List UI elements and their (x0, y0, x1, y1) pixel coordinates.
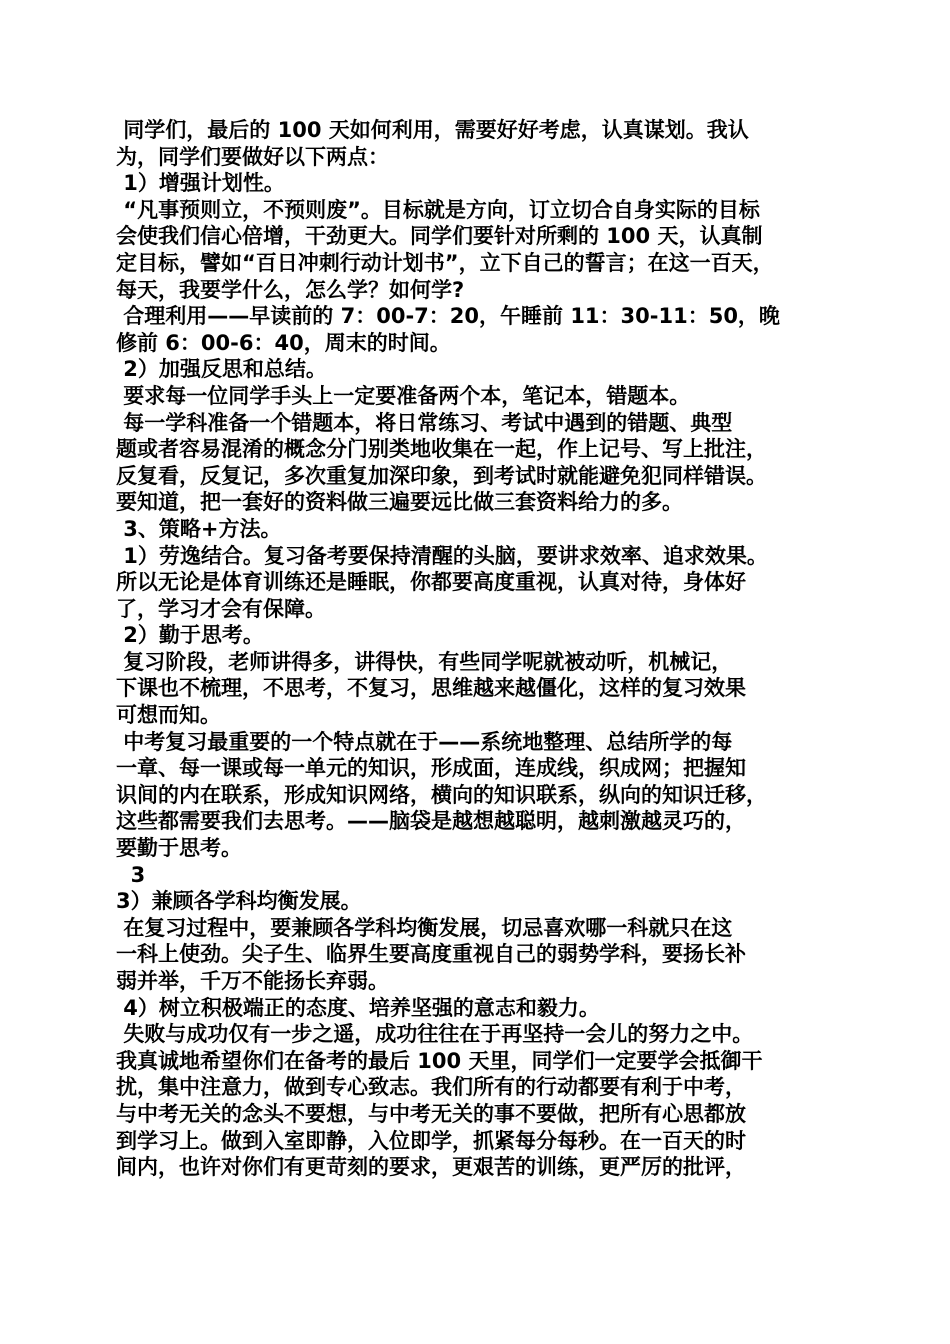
text-line: 与中考无关的念头不要想，与中考无关的事不要做，把所有心思都放 (116, 1101, 746, 1126)
text-line: 1）劳逸结合。复习备考要保持清醒的头脑，要讲求效率、追求效果。 (116, 543, 768, 568)
text-line: 这些都需要我们去思考。——脑袋是越想越聪明，越刺激越灵巧的， (116, 809, 746, 834)
text-line: “凡事预则立，不预则废”。目标就是方向，订立切合自身实际的目标 (116, 197, 760, 222)
text-line: 同学们，最后的 100 天如何利用，需要好好考虑，认真谋划。我认 (116, 118, 749, 142)
text-line: 定目标，譬如“百日冲刺行动计划书”，立下自己的誓言；在这一百天， (116, 250, 774, 275)
body-text (116, 117, 851, 1181)
text-line: 4）树立积极端正的态度、培养坚强的意志和毅力。 (116, 995, 600, 1020)
text-line: 间内，也许对你们有更苛刻的要求，更艰苦的训练，更严厉的批评， (116, 1155, 746, 1180)
text-line: 合理利用——早读前的 7：00-7：20，午睡前 11：30-11：50，晚 (116, 304, 780, 329)
text-line: 每一学科准备一个错题本，将日常练习、考试中遇到的错题、典型 (116, 410, 733, 435)
text-line: 题或者容易混淆的概念分门别类地收集在一起，作上记号、写上批注， (116, 437, 767, 462)
text-line: 2）勤于思考。 (116, 623, 264, 648)
text-line: 复习阶段，老师讲得多，讲得快，有些同学呢就被动听，机械记， (116, 649, 733, 674)
text-line: 一章、每一课或每一单元的知识，形成面，连成线，织成网；把握知 (116, 756, 746, 781)
text-line: 1）增强计划性。 (116, 171, 285, 196)
text-line: 了，学习才会有保障。 (116, 596, 326, 621)
text-line: 要求每一位同学手头上一定要准备两个本，笔记本，错题本。 (116, 383, 691, 408)
text-line: 可想而知。 (116, 703, 221, 728)
text-line: 2）加强反思和总结。 (116, 357, 327, 382)
text-line: 在复习过程中，要兼顾各学科均衡发展，切忌喜欢哪一科就只在这 (116, 915, 733, 940)
text-line: 弱并举，千万不能扬长弃弱。 (116, 969, 389, 993)
text-line: 所以无论是体育训练还是睡眠，你都要高度重视，认真对待，身体好 (116, 570, 746, 595)
text-line: 我真诚地希望你们在备考的最后 100 天里，同学们一定要学会抵御干 (116, 1048, 763, 1073)
text-line: 修前 6：00-6：40，周末的时间。 (116, 330, 451, 355)
text-line: 中考复习最重要的一个特点就在于——系统地整理、总结所学的每 (116, 729, 733, 754)
text-line: 下课也不梳理，不思考，不复习，思维越来越僵化，这样的复习效果 (116, 676, 746, 701)
text-line: 反复看，反复记，多次重复加深印象，到考试时就能避免犯同样错误。 (116, 463, 767, 488)
text-line: 每天，我要学什么，怎么学？如何学? (116, 277, 465, 302)
text-line: 失败与成功仅有一步之遥，成功往往在于再坚持一会儿的努力之中。 (116, 1022, 754, 1047)
text-line: 3、策略+方法。 (116, 516, 282, 541)
text-line: 3）兼顾各学科均衡发展。 (116, 889, 362, 914)
text-line: 识间的内在联系，形成知识网络，横向的知识联系，纵向的知识迁移， (116, 782, 767, 807)
text-line: 到学习上。做到入室即静，入位即学，抓紧每分每秒。在一百天的时 (116, 1128, 746, 1153)
text-line: 扰，集中注意力，做到专心致志。我们所有的行动都要有利于中考， (116, 1075, 746, 1100)
text-line: 要知道，把一套好的资料做三遍要远比做三套资料给力的多。 (116, 490, 683, 515)
text-line: 会使我们信心倍增，干劲更大。同学们要针对所剩的 100 天，认真制 (116, 224, 763, 249)
text-line: 一科上使劲。尖子生、临界生要高度重视自己的弱势学科，要扬长补 (116, 942, 746, 967)
text-line: 3 (116, 862, 146, 887)
text-line: 要勤于思考。 (116, 836, 242, 861)
text-line: 为，同学们要做好以下两点： (116, 144, 389, 169)
